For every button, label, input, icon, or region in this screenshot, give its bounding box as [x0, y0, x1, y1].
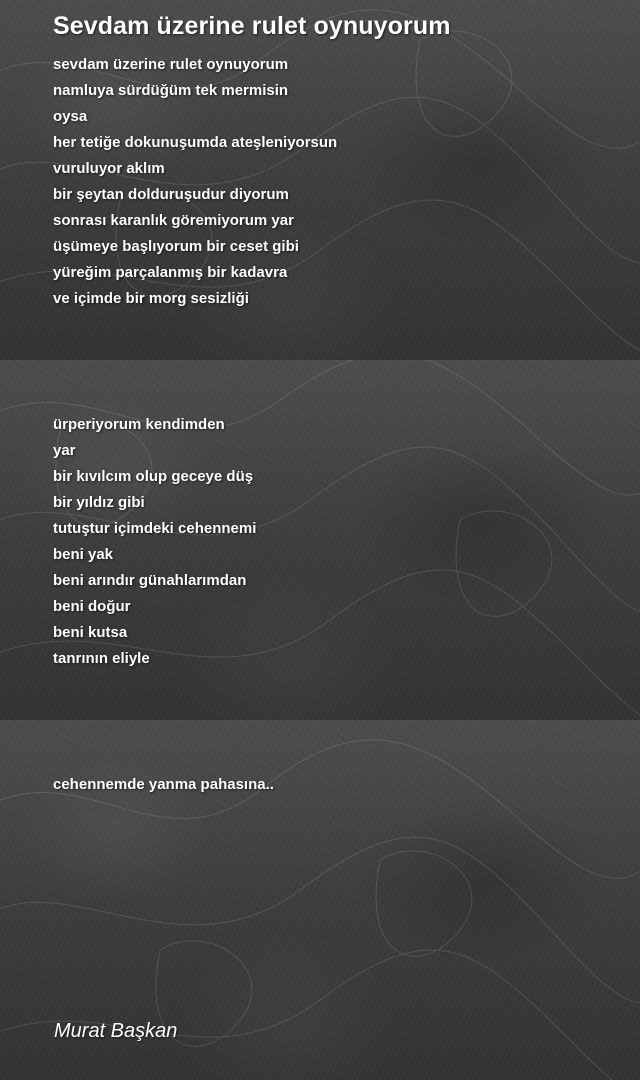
poem-line: namluya sürdüğüm tek mermisin — [53, 82, 289, 99]
poem-author: Murat Başkan — [54, 1020, 178, 1042]
stanza-2 — [53, 412, 256, 672]
poem-line: oysa — [53, 108, 88, 125]
poem-panel-2 — [0, 360, 640, 720]
poem-line: bir yıldız gibi — [53, 494, 145, 511]
poem-line: tanrının eliyle — [53, 650, 150, 667]
poem-line: beni doğur — [53, 598, 131, 615]
poem-line: beni kutsa — [53, 624, 128, 641]
stanza-1 — [53, 52, 337, 312]
poem-line: sonrası karanlık göremiyorum yar — [53, 212, 294, 229]
poem-line: cehennemde yanma pahasına.. — [53, 776, 274, 793]
poem-line: yar — [53, 442, 76, 459]
poem-line: ve içimde bir morg sesizliği — [53, 290, 249, 307]
poem-line: beni arındır günahlarımdan — [53, 572, 247, 589]
poem-line: üşümeye başlıyorum bir ceset gibi — [53, 238, 299, 255]
poem-title: Sevdam üzerine rulet oynuyorum — [53, 12, 451, 40]
stanza-3 — [53, 772, 274, 798]
poem-panel-3 — [0, 720, 640, 1080]
poem-line: tutuştur içimdeki cehennemi — [53, 520, 257, 537]
poem-line: beni yak — [53, 546, 114, 563]
poem-panel-1 — [0, 0, 640, 360]
poem-line: ürperiyorum kendimden — [53, 416, 225, 433]
poem-line: vuruluyor aklım — [53, 160, 165, 177]
poem-line: bir kıvılcım olup geceye düş — [53, 468, 254, 485]
poem-line: yüreğim parçalanmış bir kadavra — [53, 264, 288, 281]
poem-line: her tetiğe dokunuşumda ateşleniyorsun — [53, 134, 338, 151]
poem-line: bir şeytan dolduruşudur diyorum — [53, 186, 289, 203]
poem-line: sevdam üzerine rulet oynuyorum — [53, 56, 289, 73]
